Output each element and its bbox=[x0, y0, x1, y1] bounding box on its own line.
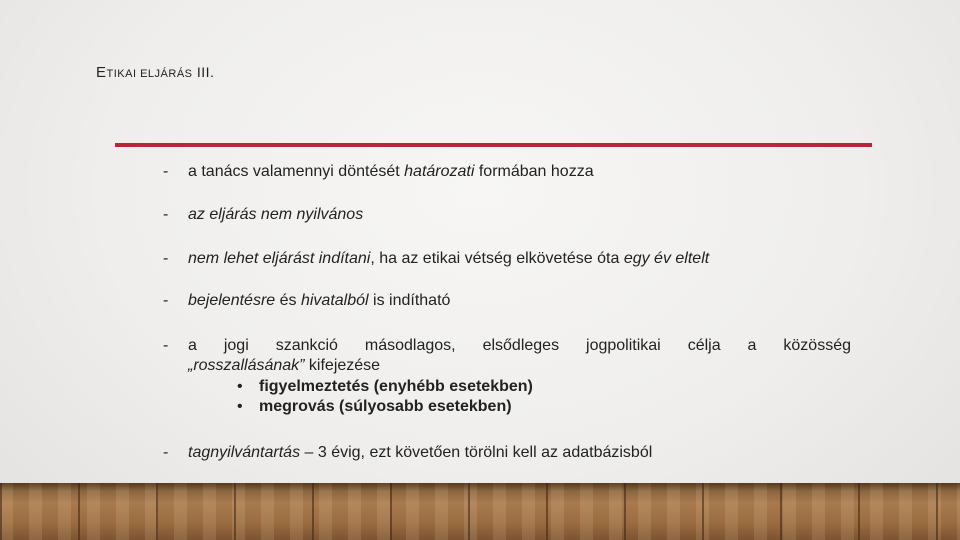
list-dash: - bbox=[163, 250, 169, 267]
sub-list-item-text: megrovás (súlyosabb esetekben) bbox=[259, 398, 512, 415]
sub-list-item-text: figyelmeztetés (enyhébb esetekben) bbox=[259, 378, 533, 395]
list-item-text: az eljárás nem nyilvános bbox=[188, 206, 364, 223]
title-small-caps: TIKAI ELJÁRÁS bbox=[106, 68, 193, 80]
list-dash: - bbox=[163, 292, 169, 309]
list-dash: - bbox=[163, 206, 169, 223]
list-item-text: nem lehet eljárást indítani, ha az etikai vétség elkövetése óta egy év eltelt bbox=[188, 250, 710, 267]
wooden-floor-decoration bbox=[0, 483, 960, 540]
list-dash: - bbox=[163, 444, 169, 461]
slide-title bbox=[96, 64, 214, 81]
list-dash: - bbox=[163, 163, 169, 180]
title-rule bbox=[115, 143, 872, 147]
title-suffix: III. bbox=[192, 64, 215, 80]
list-item-text: a jogi szankció másodlagos, elsődleges jogpolitikai célja a közösség bbox=[188, 337, 851, 354]
list-item-text: a tanács valamennyi döntését határozati formában hozza bbox=[188, 163, 594, 180]
title-first-letter: E bbox=[96, 64, 107, 81]
bullet-glyph: • bbox=[237, 398, 243, 415]
list-dash: - bbox=[163, 337, 169, 354]
list-item-text-continued: „rosszallásának” kifejezése bbox=[188, 357, 381, 374]
list-item-text: tagnyilvántartás – 3 évig, ezt követően törölni kell az adatbázisból bbox=[188, 444, 653, 461]
bullet-glyph: • bbox=[237, 378, 243, 395]
list-item-text: bejelentésre és hivatalból is indítható bbox=[188, 292, 451, 309]
